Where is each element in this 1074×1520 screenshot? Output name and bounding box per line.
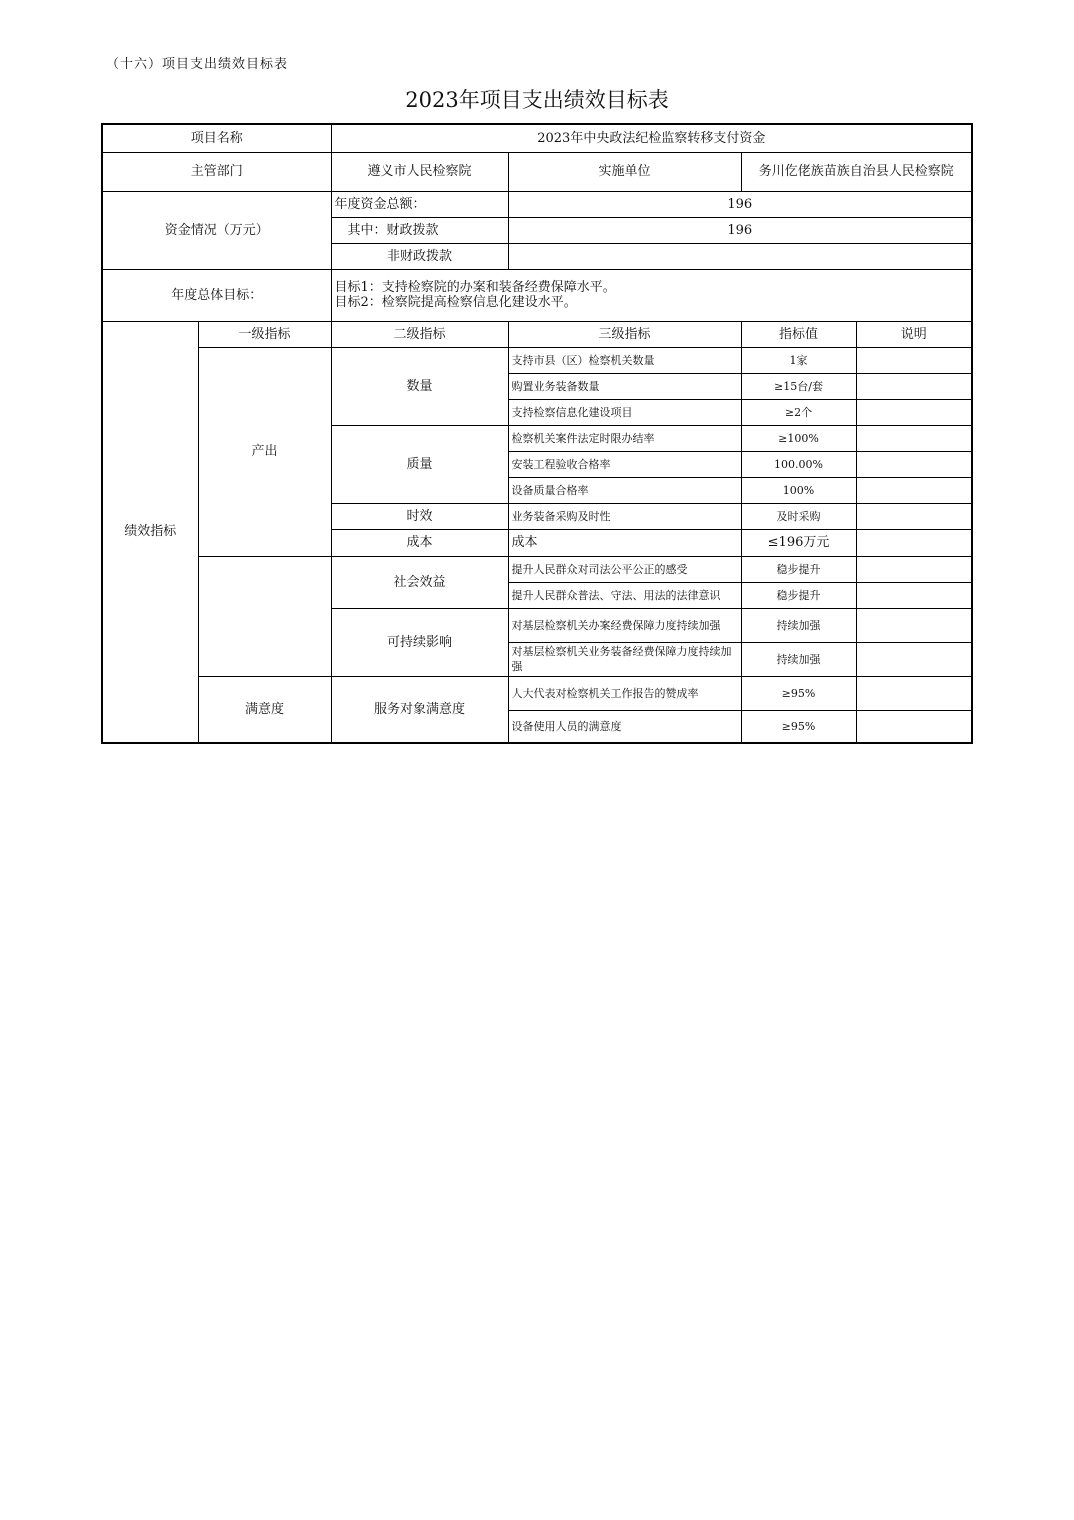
level2-quality: 质量 <box>331 425 508 503</box>
level1-satisfaction: 满意度 <box>198 676 331 743</box>
indicator-value: 及时采购 <box>741 503 856 529</box>
goal-1: 目标1：支持检察院的办案和装备经费保障水平。 <box>334 280 616 295</box>
indicator-value: 100% <box>741 477 856 503</box>
funds-total-label: 年度资金总额： <box>331 191 508 217</box>
indicator-name: 购置业务装备数量 <box>508 373 741 399</box>
indicator-note <box>856 425 972 451</box>
level2-service: 服务对象满意度 <box>331 676 508 743</box>
project-name-row <box>102 124 972 152</box>
indicator-name: 业务装备采购及时性 <box>508 503 741 529</box>
indicator-value: ≥100% <box>741 425 856 451</box>
level1-output: 产出 <box>198 347 331 556</box>
indicator-value: 持续加强 <box>741 608 856 642</box>
indicator-value: ≥2个 <box>741 399 856 425</box>
level2-sustain: 可持续影响 <box>331 608 508 676</box>
indicator-name: 成本 <box>508 529 741 556</box>
funds-total-value: 196 <box>508 191 972 217</box>
col-level1: 一级指标 <box>198 321 331 347</box>
indicator-value: 1家 <box>741 347 856 373</box>
table-row <box>102 556 972 582</box>
table-row <box>102 676 972 710</box>
table-row <box>102 347 972 373</box>
indicator-name: 支持检察信息化建设项目 <box>508 399 741 425</box>
indicator-note <box>856 477 972 503</box>
indicator-note <box>856 451 972 477</box>
indicator-name: 检察机关案件法定时限办结率 <box>508 425 741 451</box>
indicator-name: 提升人民群众对司法公平公正的感受 <box>508 556 741 582</box>
indicator-note <box>856 582 972 608</box>
performance-target-table <box>101 123 973 744</box>
level2-timeliness: 时效 <box>331 503 508 529</box>
indicator-name: 设备使用人员的满意度 <box>508 710 741 743</box>
col-note: 说明 <box>856 321 972 347</box>
goals-text <box>331 269 972 321</box>
impl-value: 务川仡佬族苗族自治县人民检察院 <box>741 152 972 191</box>
indicator-note <box>856 503 972 529</box>
department-row <box>102 152 972 191</box>
indicator-header-row <box>102 321 972 347</box>
indicator-name: 设备质量合格率 <box>508 477 741 503</box>
indicator-name: 人大代表对检察机关工作报告的赞成率 <box>508 676 741 710</box>
indicator-note <box>856 676 972 710</box>
funds-nonfiscal-value <box>508 243 972 269</box>
page-title: 2023年项目支出绩效目标表 <box>405 88 669 112</box>
indicator-value: 持续加强 <box>741 642 856 676</box>
goal-2: 目标2：检察院提高检察信息化建设水平。 <box>334 295 577 310</box>
indicator-note <box>856 399 972 425</box>
indicator-name: 支持市县（区）检察机关数量 <box>508 347 741 373</box>
indicator-note <box>856 373 972 399</box>
indicator-note <box>856 529 972 556</box>
indicator-value: ≥15台/套 <box>741 373 856 399</box>
dept-label: 主管部门 <box>102 152 331 191</box>
indicators-section-label: 绩效指标 <box>102 321 198 743</box>
funds-nonfiscal-label: 非财政拨款 <box>331 243 508 269</box>
col-level3: 三级指标 <box>508 321 741 347</box>
funds-fiscal-value: 196 <box>508 217 972 243</box>
indicator-note <box>856 608 972 642</box>
indicator-note <box>856 347 972 373</box>
indicator-value: 稳步提升 <box>741 582 856 608</box>
indicator-name: 提升人民群众普法、守法、用法的法律意识 <box>508 582 741 608</box>
col-level2: 二级指标 <box>331 321 508 347</box>
funds-fiscal-label: 其中：财政拨款 <box>331 217 508 243</box>
indicator-value: 100.00% <box>741 451 856 477</box>
indicator-note <box>856 556 972 582</box>
indicator-value: ≤196万元 <box>741 529 856 556</box>
indicator-value: ≥95% <box>741 676 856 710</box>
goals-label: 年度总体目标： <box>102 269 331 321</box>
level2-social: 社会效益 <box>331 556 508 608</box>
level2-cost: 成本 <box>331 529 508 556</box>
indicator-value: ≥95% <box>741 710 856 743</box>
level1-benefit <box>198 556 331 676</box>
indicator-note <box>856 642 972 676</box>
level2-quantity: 数量 <box>331 347 508 425</box>
indicator-value: 稳步提升 <box>741 556 856 582</box>
funds-label: 资金情况（万元） <box>102 191 331 269</box>
funds-total-row <box>102 191 972 217</box>
project-name-label: 项目名称 <box>102 124 331 152</box>
indicator-note <box>856 710 972 743</box>
col-value: 指标值 <box>741 321 856 347</box>
indicator-name: 对基层检察机关办案经费保障力度持续加强 <box>508 608 741 642</box>
goals-row <box>102 269 972 321</box>
dept-value: 遵义市人民检察院 <box>331 152 508 191</box>
impl-label: 实施单位 <box>508 152 741 191</box>
indicator-name: 安装工程验收合格率 <box>508 451 741 477</box>
indicator-name: 对基层检察机关业务装备经费保障力度持续加强 <box>508 642 741 676</box>
section-heading: （十六）项目支出绩效目标表 <box>106 57 289 72</box>
project-name-value: 2023年中央政法纪检监察转移支付资金 <box>331 124 972 152</box>
